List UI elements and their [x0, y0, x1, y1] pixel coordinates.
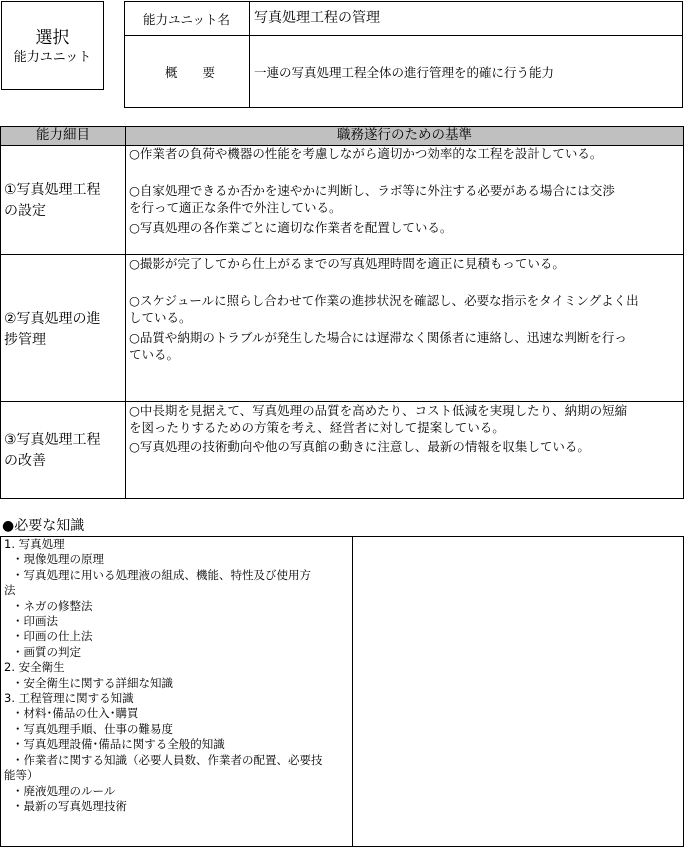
unit-info-table: [124, 1, 683, 108]
list-item: 能等）: [4, 768, 39, 783]
list-item: ・作業者に関する知識（必要人員数、作業者の配置、必要技: [12, 752, 323, 767]
criteria-1-2: ○自家処理できるか否かを速やかに判断し、ラボ等に外注する必要がある場合には交渉 を行って適正な条件で外注している。: [129, 183, 615, 215]
criteria-3-2: ○写真処理の技術動向や他の写真館の動きに注意し、最新の情報を収集している。: [129, 439, 590, 454]
list-item: ・写真処理設備･備品に関する全般的知識: [12, 737, 225, 752]
select-subtitle: 能力ユニット: [13, 50, 92, 65]
list-item: ・写真処理に用いる処理液の組成、機能、特性及び使用方: [12, 567, 311, 582]
unit-info-divider: [249, 2, 250, 107]
list-item: ・ネガの修整法: [12, 598, 93, 613]
header-criteria: 職務遂行のための基準: [126, 127, 683, 145]
criteria-col-divider: [125, 127, 126, 498]
criteria-3-1: ○中長期を見据えて、写真処理の品質を高めたり、コスト低減を実現したり、納期の短縮 を図ったりするための方策を考え、経営者に対して提案している。: [129, 403, 628, 435]
criteria-2-1: ○撮影が完了してから仕上がるまでの写真処理時間を適正に見積もっている。: [129, 256, 565, 271]
list-item: ・廃液処理のルール: [12, 783, 116, 798]
unit-name-label: 能力ユニット名: [143, 12, 231, 27]
list-item: 2. 安全衛生: [4, 660, 65, 675]
unit-info-row-divider: [125, 35, 682, 36]
select-unit-box: [1, 1, 104, 90]
knowledge-list: [4, 537, 323, 814]
header-ability-detail: 能力細目: [1, 127, 125, 145]
criteria-1-1: ○作業者の負荷や機器の性能を考慮しながら適切かつ効率的な工程を設計している。: [129, 146, 603, 161]
list-item: ・印画の仕上法: [12, 629, 93, 644]
summary-label: 概 要: [165, 65, 216, 80]
list-item: ・写真処理手順、仕事の難易度: [12, 721, 173, 736]
criteria-2-2: ○スケジュールに照らし合わせて作業の進捗状況を確認し、必要な指示をタイミングよく出 している。: [129, 293, 639, 325]
list-item: ・印画法: [12, 614, 58, 629]
list-item: ・材料･備品の仕入･購買: [12, 706, 139, 721]
list-item: ・安全衛生に関する詳細な知識: [12, 675, 173, 690]
criteria-2-3: ○品質や納期のトラブルが発生した場合には遅滞なく関係者に連絡し、迅速な判断を行っ ている。: [129, 330, 627, 362]
list-item: ・現像処理の原理: [12, 552, 104, 567]
knowledge-col-divider: [352, 537, 353, 846]
category-2: ②写真処理の進 捗管理: [4, 311, 101, 348]
summary-value: 一連の写真処理工程全体の進行管理を的確に行う能力: [254, 65, 555, 80]
category-1: ①写真処理工程 の設定: [4, 182, 101, 219]
knowledge-heading: ●必要な知識: [2, 518, 85, 534]
row-divider-1: [1, 254, 683, 255]
list-item: ・画質の判定: [12, 644, 81, 659]
list-item: 法: [4, 583, 16, 598]
category-3: ③写真処理工程 の改善: [4, 432, 101, 469]
unit-name-value: 写真処理工程の管理: [254, 10, 380, 26]
select-title: 選択: [35, 28, 70, 48]
list-item: ・最新の写真処理技術: [12, 798, 127, 813]
row-divider-2: [1, 401, 683, 402]
list-item: 1. 写真処理: [4, 537, 65, 551]
list-item: 3. 工程管理に関する知識: [4, 691, 134, 706]
criteria-table: [0, 126, 684, 499]
knowledge-table: [0, 536, 684, 847]
criteria-1-3: ○写真処理の各作業ごとに適切な作業者を配置している。: [129, 220, 453, 235]
